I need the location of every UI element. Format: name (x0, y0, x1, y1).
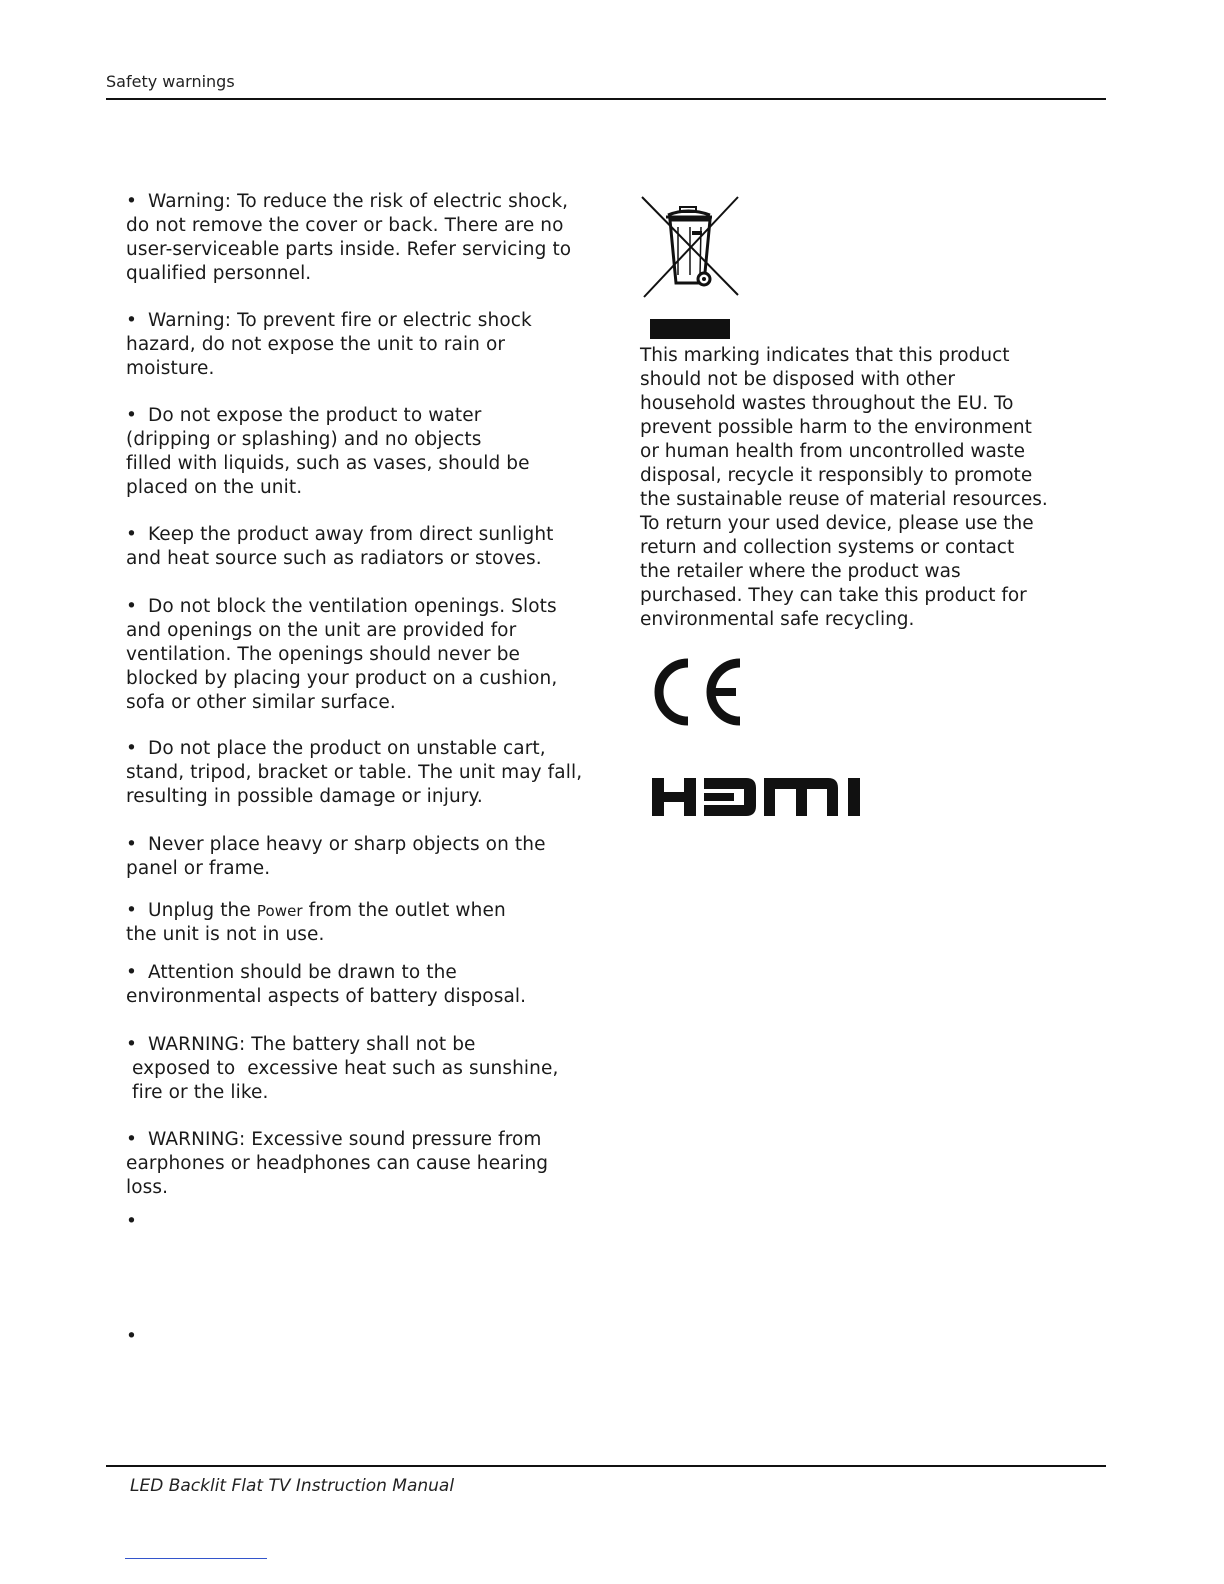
warning-item-sound-pressure: • WARNING: Excessive sound pressure from earphones or headphones can cause hearing loss. (126, 1129, 549, 1198)
warning-item-unplug: • Unplug the Power from the outlet when the unit is not in use. (126, 900, 506, 945)
hdmi-logo (652, 778, 864, 816)
crossed-out-wheelie-bin-icon (638, 193, 742, 299)
bullet: • (126, 900, 138, 921)
bullet: • (126, 738, 138, 759)
warning-item-heavy-objects: • Never place heavy or sharp objects on the panel or frame. (126, 834, 546, 879)
empty-bullet: • (126, 1211, 138, 1232)
footer-rule (106, 1465, 1106, 1467)
bullet: • (126, 1034, 138, 1055)
warning-item-water: • Do not expose the product to water (dripping or splashing) and no objects filled with liquids, such as vases, should be placed on the unit. (126, 405, 530, 498)
warning-item-battery-heat: • WARNING: The battery shall not be exposed to excessive heat such as sunshine, fire or the like. (126, 1034, 559, 1103)
warning-item-sunlight: • Keep the product away from direct sunlight and heat source such as radiators or stoves. (126, 524, 554, 569)
warning-item-battery-disposal: • Attention should be drawn to the environmental aspects of battery disposal. (126, 962, 527, 1007)
weee-disposal-notice: This marking indicates that this product should not be disposed with other household wastes throughout the EU. To prevent possible harm to the environment or human health from uncontrolled waste disposal, recycle it responsibly to promote the sustainable reuse of material resources. To return your used device, please use the return and collection systems or contact the retailer where the product was purchased. They can take this product for environmental safe recycling. (640, 345, 1048, 630)
bullet: • (126, 405, 138, 426)
weee-black-bar (650, 319, 730, 339)
empty-bullet: • (126, 1326, 138, 1347)
warning-item-fire-hazard: • Warning: To prevent fire or electric shock hazard, do not expose the unit to rain or moisture. (126, 310, 532, 379)
warning-item-unstable-cart: • Do not place the product on unstable cart, stand, tripod, bracket or table. The unit may fall, resulting in possible damage or injury. (126, 738, 583, 807)
bullet: • (126, 1129, 138, 1150)
bullet: • (126, 834, 138, 855)
bullet: • (126, 596, 138, 617)
bullet: • (126, 191, 138, 212)
page-footer-title: LED Backlit Flat TV Instruction Manual (130, 1476, 455, 1496)
page-header-title: Safety warnings (106, 72, 235, 91)
bullet: • (126, 524, 138, 545)
bullet: • (126, 962, 138, 983)
ce-mark-logo (650, 657, 746, 727)
blue-underline (125, 1558, 267, 1559)
warning-item-ventilation: • Do not block the ventilation openings. Slots and openings on the unit are provided for ventilation. The openings should never be blocked by placing your product on a cushion, sofa or other similar surface. (126, 596, 558, 713)
warning-item-electric-shock: • Warning: To reduce the risk of electric shock, do not remove the cover or back. There are no user-serviceable parts inside. Refer servicing to qualified personnel. (126, 191, 572, 284)
header-rule (106, 98, 1106, 100)
bullet: • (126, 310, 138, 331)
